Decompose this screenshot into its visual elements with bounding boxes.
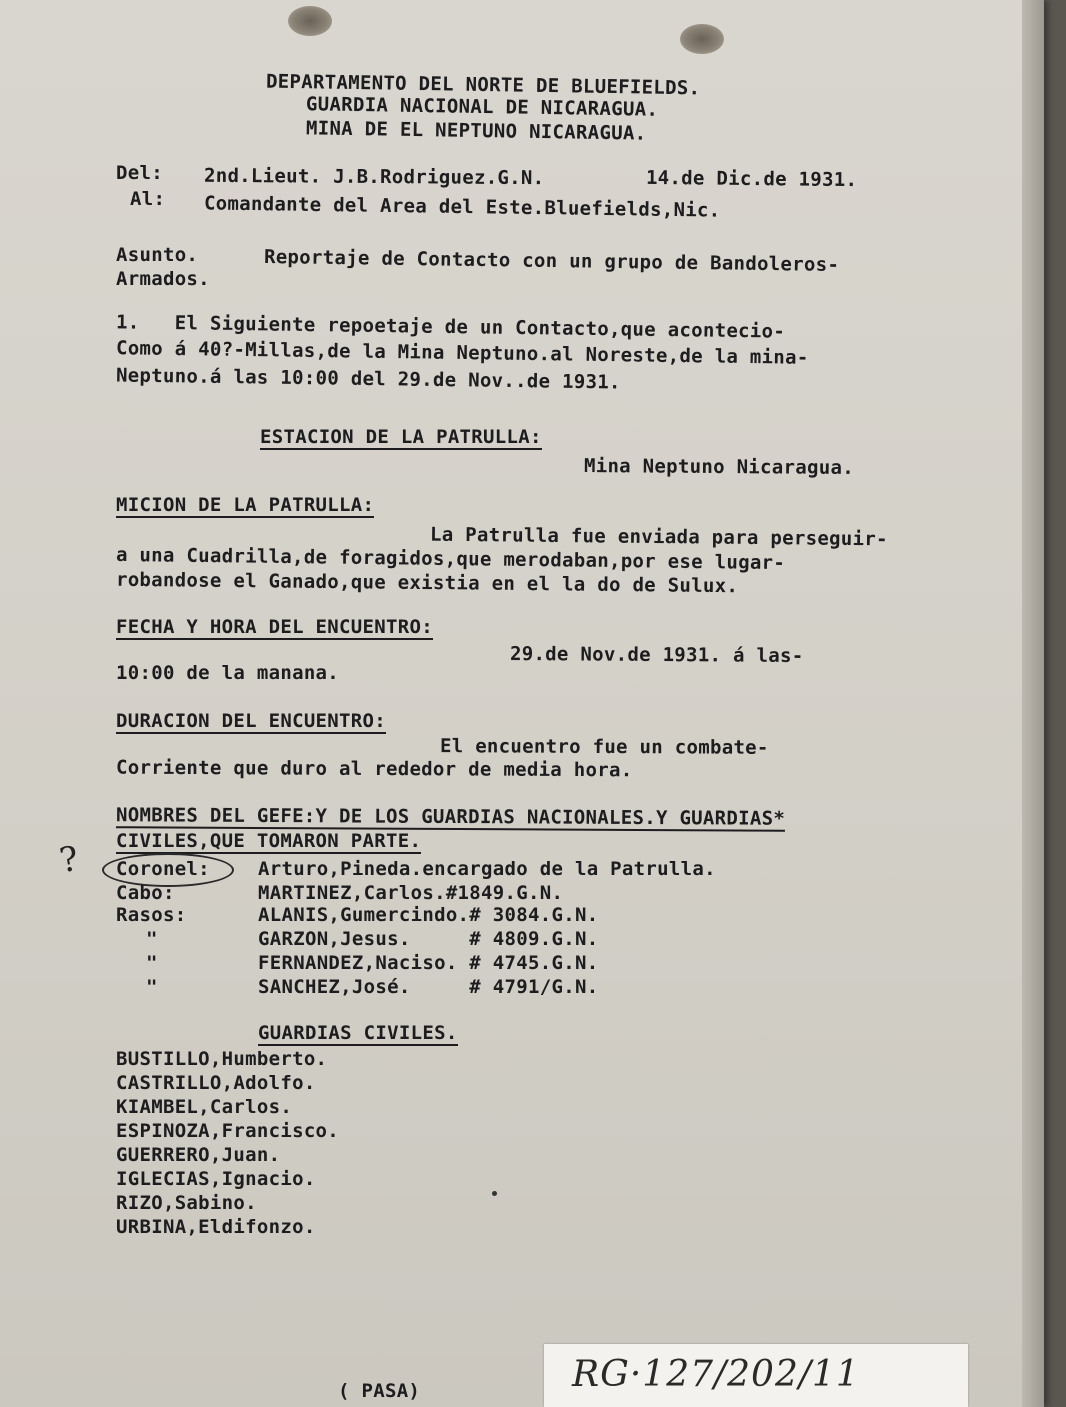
member-rank: " (146, 976, 158, 998)
member-name: Arturo,Pineda.encargado de la Patrulla. (258, 858, 716, 880)
nombres-title-line-2: CIVILES,QUE TOMARON PARTE. (116, 830, 422, 852)
civil-guard-name: KIAMBEL,Carlos. (116, 1096, 293, 1118)
del-label: Del: (116, 162, 163, 184)
duracion-line-2: Corriente que duro al rededor de media hora. (115, 756, 633, 782)
al-value: Comandante del Area del Este.Bluefields,Nic. (203, 192, 721, 222)
punch-hole-right (680, 24, 724, 54)
member-name: FERNANDEZ,Naciso. # 4745.G.N. (258, 952, 599, 974)
header-line-2: GUARDIA NACIONAL DE NICARAGUA. (305, 93, 659, 121)
mision-line-3: robandose el Ganado,que existia en el la do de Sulux. (115, 568, 739, 598)
member-rank: Cabo: (116, 882, 175, 904)
del-value: 2nd.Lieut. J.B.Rodriguez.G.N. (203, 164, 545, 190)
estacion-value: Mina Neptuno Nicaragua. (583, 455, 855, 479)
asunto-label: Asunto. (116, 244, 199, 266)
mision-title: MICION DE LA PATRULLA: (116, 494, 375, 516)
member-name: GARZON,Jesus. # 4809.G.N. (258, 928, 599, 950)
civil-guard-name: GUERRERO,Juan. (116, 1144, 281, 1166)
civil-guard-name: RIZO,Sabino. (116, 1192, 257, 1214)
duracion-title: DURACION DEL ENCUENTRO: (116, 710, 386, 732)
member-name: MARTINEZ,Carlos.#1849.G.N. (258, 882, 564, 904)
member-name: SANCHEZ,José. # 4791/G.N. (258, 976, 599, 998)
asunto-line-2: Armados. (116, 268, 210, 290)
letter-date: 14.de Dic.de 1931. (645, 166, 858, 192)
estacion-title: ESTACION DE LA PATRULLA: (260, 426, 542, 448)
paragraph-1-line-3: Neptuno.á las 10:00 del 29.de Nov..de 1931. (115, 364, 621, 394)
duracion-line-1: El encuentro fue un combate- (439, 735, 769, 759)
guardias-civiles-title: GUARDIAS CIVILES. (258, 1022, 458, 1044)
fecha-title: FECHA Y HORA DEL ENCUENTRO: (116, 616, 433, 638)
archive-reference-text: RG·127/202/11 (572, 1354, 860, 1395)
header-line-1: DEPARTAMENTO DEL NORTE DE BLUEFIELDS. (265, 70, 701, 100)
asunto-line-1: Reportaje de Contacto con un grupo de Bandoleros- (263, 245, 840, 277)
mision-line-1: La Patrulla fue enviada para perseguir- (429, 523, 888, 551)
fecha-line-1: 29.de Nov.de 1931. á las- (509, 642, 804, 668)
nombres-title-line-1: NOMBRES DEL GEFE:Y DE LOS GUARDIAS NACIONALES.Y GUARDIAS* (115, 804, 786, 830)
paragraph-1-line-2: Como á 40?-Millas,de la Mina Neptuno.al Noreste,de la mina- (115, 337, 809, 369)
member-rank: " (146, 928, 158, 950)
fecha-line-2: 10:00 de la manana. (116, 662, 340, 684)
ink-dot (492, 1191, 497, 1196)
civil-guard-name: ESPINOZA,Francisco. (116, 1120, 340, 1142)
member-rank: Rasos: (116, 904, 187, 926)
civil-guard-name: URBINA,Eldifonzo. (116, 1216, 316, 1238)
archive-reference-label (544, 1344, 968, 1407)
member-rank: " (146, 952, 158, 974)
paragraph-1-line-1: 1. El Siguiente repoetaje de un Contacto,que acontecio- (115, 311, 786, 343)
mision-line-2: a una Cuadrilla,de foragidos,que merodaban,por ese lugar- (115, 543, 786, 575)
civil-guard-name: BUSTILLO,Humberto. (116, 1048, 328, 1070)
page-edge-shadow (1022, 0, 1044, 1407)
civil-guard-name: CASTRILLO,Adolfo. (116, 1072, 316, 1094)
al-label: Al: (130, 188, 166, 210)
member-name: ALANIS,Gumercindo.# 3084.G.N. (258, 904, 599, 926)
member-rank: Coronel: (116, 858, 210, 880)
header-line-3: MINA DE EL NEPTUNO NICARAGUA. (305, 117, 647, 145)
pasa-label: ( PASA) (338, 1380, 421, 1402)
punch-hole-left (288, 6, 332, 36)
civil-guard-name: IGLECIAS,Ignacio. (116, 1168, 316, 1190)
handwritten-question-mark: ? (56, 838, 82, 882)
